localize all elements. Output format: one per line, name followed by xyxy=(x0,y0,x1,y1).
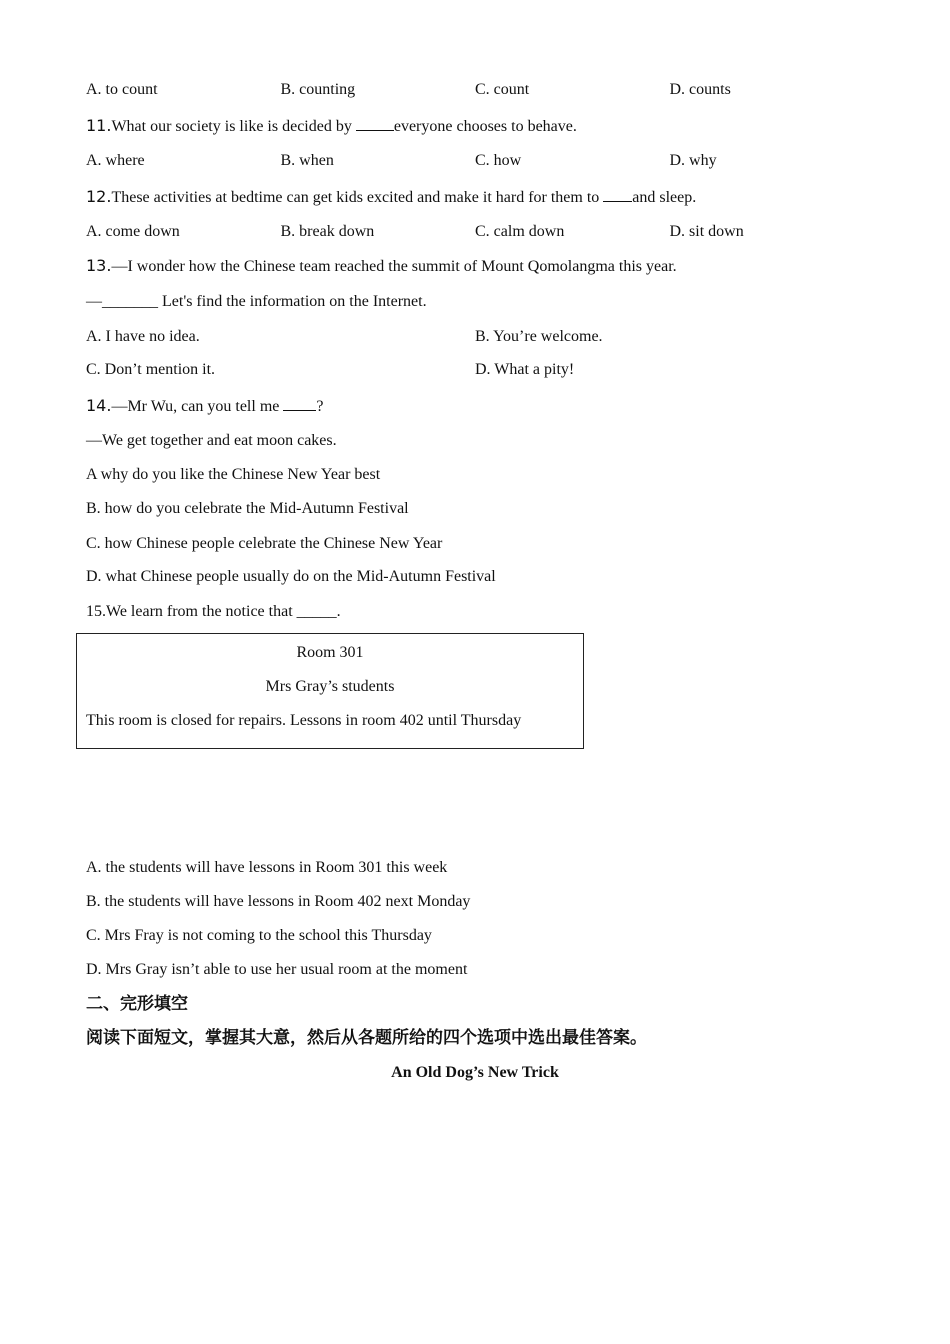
section-heading: 二、完形填空 xyxy=(86,994,188,1014)
q12-option-c: C. calm down xyxy=(475,223,565,240)
q15-stem: 15.We learn from the notice that _____. xyxy=(86,603,341,620)
q11-option-c: C. how xyxy=(475,152,522,169)
q11-options xyxy=(86,151,866,171)
q13-option-c: C. Don’t mention it. xyxy=(86,361,216,378)
q11-number: 11. xyxy=(86,116,112,135)
q12-option-d: D. sit down xyxy=(669,223,744,240)
q13-options-row2 xyxy=(86,360,866,380)
q12-option-a: A. come down xyxy=(86,223,180,240)
q13-option-a: A. I have no idea. xyxy=(86,328,200,345)
q11-option-b: B. when xyxy=(280,152,334,169)
q14-option-a: A why do you like the Chinese New Year best xyxy=(86,466,381,483)
notice-title: Room 301 xyxy=(296,644,364,661)
q13-stem: 13.—I wonder how the Chinese team reached the summit of Mount Qomolangma this year. xyxy=(86,256,677,275)
q10-option-d: D. counts xyxy=(669,81,731,98)
q12-number: 12. xyxy=(86,187,112,206)
q15-option-d: D. Mrs Gray isn’t able to use her usual room at the moment xyxy=(86,961,468,978)
notice-box xyxy=(76,633,584,749)
q14-number: 14. xyxy=(86,396,112,415)
q15-option-a: A. the students will have lessons in Room 301 this week xyxy=(86,859,448,876)
q10-options xyxy=(86,80,866,100)
q13-option-b: B. You’re welcome. xyxy=(475,328,603,345)
q15-option-b: B. the students will have lessons in Room 402 next Monday xyxy=(86,893,471,910)
notice-body: This room is closed for repairs. Lessons in room 402 until Thursday xyxy=(86,712,522,729)
answer-blank xyxy=(356,115,394,131)
q14-stem: 14.—Mr Wu, can you tell me ? xyxy=(86,396,324,415)
passage-title: An Old Dog’s New Trick xyxy=(391,1064,559,1081)
q13-options-row1 xyxy=(86,327,866,347)
q10-option-b: B. counting xyxy=(280,81,356,98)
notice-subtitle: Mrs Gray’s students xyxy=(265,678,395,695)
q13-reply: —_______ Let's find the information on the Internet. xyxy=(86,293,427,310)
q14-option-d: D. what Chinese people usually do on the Mid-Autumn Festival xyxy=(86,568,496,585)
section-instruction: 阅读下面短文，掌握其大意，然后从各题所给的四个选项中选出最佳答案。 xyxy=(86,1028,647,1048)
answer-blank xyxy=(603,186,632,202)
q13-number: 13. xyxy=(86,256,112,275)
q14-option-b: B. how do you celebrate the Mid-Autumn Festival xyxy=(86,500,409,517)
q11-option-a: A. where xyxy=(86,152,145,169)
q12-stem: 12.These activities at bedtime can get kids excited and make it hard for them to and sleep. xyxy=(86,187,697,206)
q14-reply: —We get together and eat moon cakes. xyxy=(86,432,337,449)
q10-option-a: A. to count xyxy=(86,81,158,98)
q15-option-c: C. Mrs Fray is not coming to the school this Thursday xyxy=(86,927,432,944)
q11-option-d: D. why xyxy=(669,152,717,169)
q10-option-c: C. count xyxy=(475,81,530,98)
q13-option-d: D. What a pity! xyxy=(475,361,575,378)
q14-option-c: C. how Chinese people celebrate the Chinese New Year xyxy=(86,535,443,552)
q12-option-b: B. break down xyxy=(280,223,375,240)
q12-options xyxy=(86,222,866,242)
answer-blank xyxy=(283,395,316,411)
q11-stem: 11.What our society is like is decided by everyone chooses to behave. xyxy=(86,116,577,135)
